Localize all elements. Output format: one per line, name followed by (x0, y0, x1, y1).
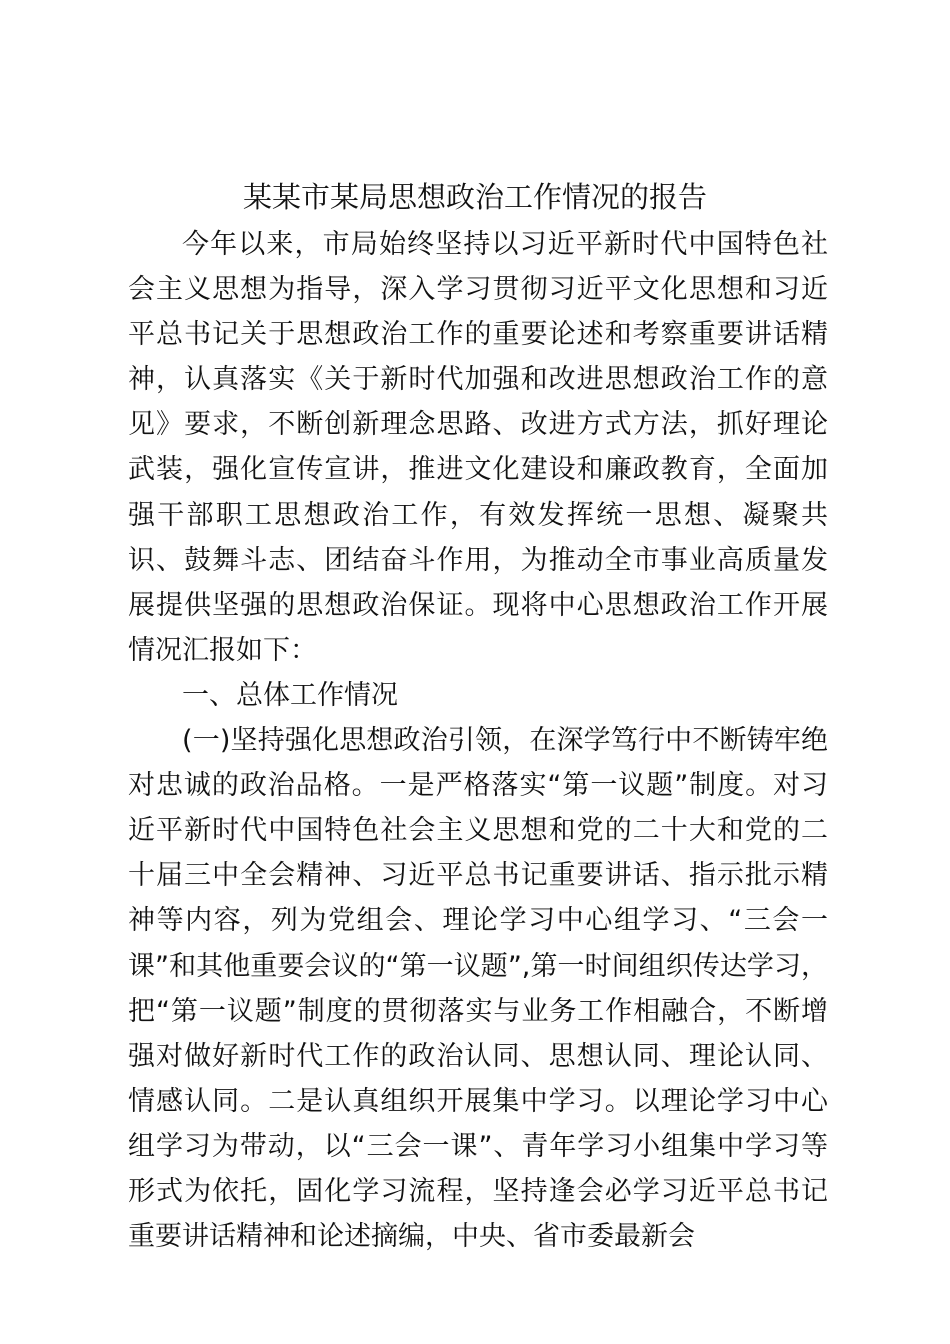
document-body (128, 222, 828, 1259)
paragraph-section-1: (一)坚持强化思想政治引领，在深学笃行中不断铸牢绝对忠诚的政治品格。一是严格落实“第一议题”制度。对习近平新时代中国特色社会主义思想和党的二十大和党的二十届三中全会精神、习近平总书记重要讲话、指示批示精神等内容，列为党组会、理论学习中心组学习、“三会一课”和其他重要会议的“第一议题”,第一时间组织传达学习，把“第一议题”制度的贯彻落实与业务工作相融合，不断增强对做好新时代工作的政治认同、思想认同、理论认同、情感认同。二是认真组织开展集中学习。以理论学习中心组学习为带动，以“三会一课”、青年学习小组集中学习等形式为依托，固化学习流程，坚持逢会必学习近平总书记重要讲话精神和论述摘编，中央、省市委最新会 (128, 725, 828, 1253)
document-title: 某某市某局思想政治工作情况的报告 (242, 180, 707, 214)
section-heading: 一、总体工作情况 (182, 679, 398, 711)
paragraph-intro: 今年以来，市局始终坚持以习近平新时代中国特色社会主义思想为指导，深入学习贯彻习近平文化思想和习近平总书记关于思想政治工作的重要论述和考察重要讲话精神，认真落实《关于新时代加强和改进思想政治工作的意见》要求，不断创新理念思路、改进方式方法，抓好理论武装，强化宣传宣讲，推进文化建设和廉政教育，全面加强干部职工思想政治工作，有效发挥统一思想、凝聚共识、鼓舞斗志、团结奋斗作用，为推动全市事业高质量发展提供坚强的思想政治保证。现将中心思想政治工作开展情况汇报如下： (128, 229, 828, 666)
